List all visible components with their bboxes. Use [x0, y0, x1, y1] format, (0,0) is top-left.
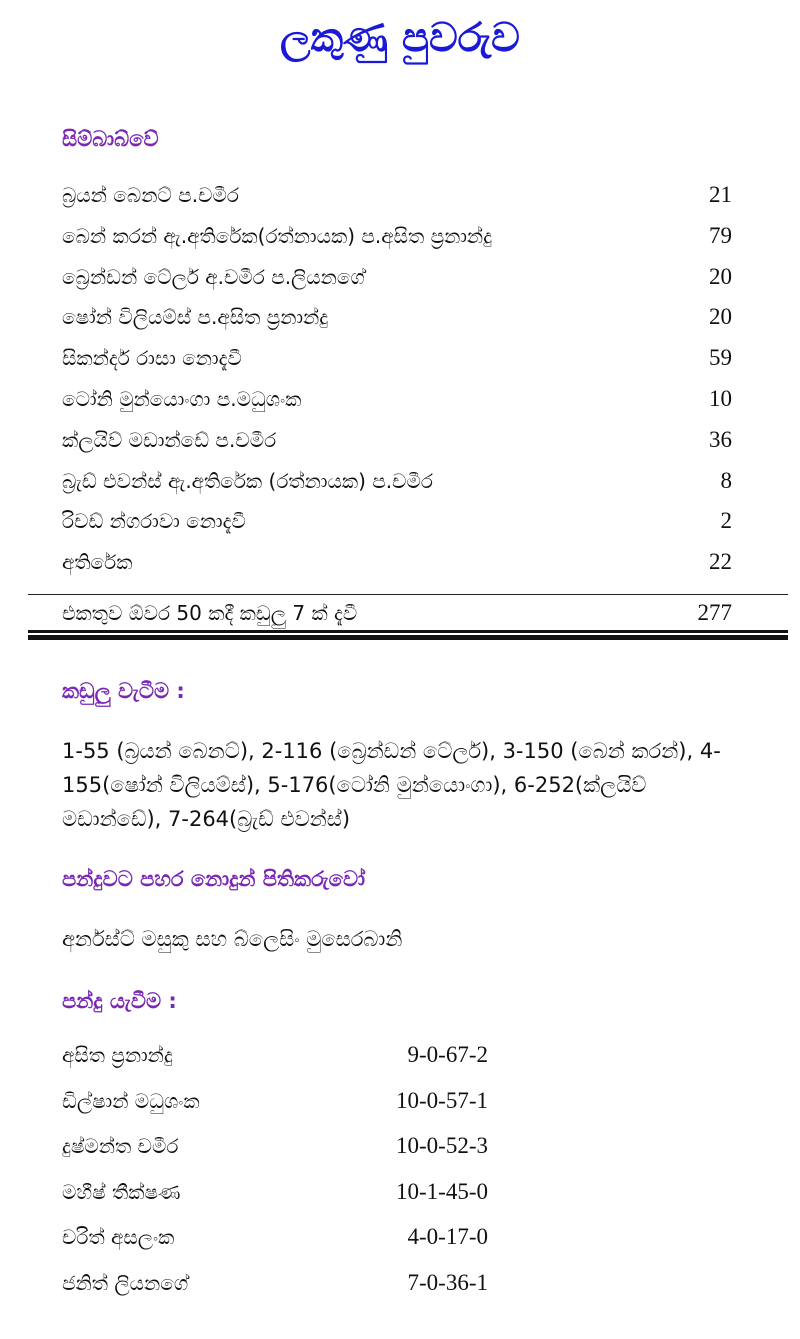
bowler-figures: 10-1-45-0 [396, 1178, 488, 1204]
did-not-bat-heading: පන්දුවට පහර නොදුන් පිතිකරුවෝ [62, 867, 365, 891]
batter-runs: 59 [709, 345, 732, 371]
bowler-figures: 4-0-17-0 [407, 1224, 488, 1250]
bowler-figures: 10-0-57-1 [396, 1087, 488, 1113]
bowling-table [62, 1034, 502, 1308]
batter-dismissal: ක්ලයිව් මඩාන්ඩේ ප.චමීර [62, 427, 277, 452]
batter-dismissal: ටෝනි මුන්යොංගා ප.මධුශංක [62, 386, 302, 411]
bowler-name: චරිත් අසලංක [62, 1225, 175, 1250]
batter-dismissal: බ්‍රැඩ් එවන්ස් ඇ.අතිරේක (රත්නායක) ප.චමීර [62, 468, 433, 493]
batter-runs: 36 [709, 426, 732, 452]
extras-row [62, 542, 738, 583]
batting-row [62, 257, 738, 298]
bowling-row [62, 1262, 502, 1308]
batter-dismissal: රිචඩ් න්ගරාවා නොදැවී [62, 509, 246, 534]
bowler-name: ඩිල්ෂාන් මධුශංක [62, 1088, 200, 1113]
extras-runs: 22 [709, 549, 732, 575]
batting-row [62, 379, 738, 420]
batter-runs: 10 [709, 385, 732, 411]
batting-team-heading: සිම්බාබ්වේ [62, 127, 159, 151]
total-double-rule [28, 630, 788, 635]
batting-row [62, 338, 738, 379]
fall-of-wickets-text: 1-55 (බ්‍රයන් බෙනට්), 2-116 (බ්‍රෙන්ඩන් ටේලර්), 3-150 (බෙන් කරන්), 4-155(ෂෝන් විලියම්ස්), 5-176(ටෝනි මුන්යොංගා), 6-252(ක්ලයිව් මඩාන්ඩේ), 7-264(බ්‍රැඩ් එවන්ස්) [62, 739, 721, 831]
batter-runs: 21 [709, 182, 732, 207]
page-title: ලකුණු පුවරුව [280, 15, 520, 61]
batter-dismissal: බෙන් කරන් ඇ.අතිරේක(රත්නායක) ප.අසිත ප්‍රනාන්දු [62, 223, 493, 248]
total-divider [28, 594, 788, 595]
batter-runs: 79 [709, 222, 732, 248]
bowler-name: අසිත ප්‍රනාන්දු [62, 1043, 173, 1067]
did-not-bat-text: අර්නස්ට් මසුකු සහ බ්ලෙසිං මුසෙරබානි [62, 927, 403, 951]
batter-dismissal: බ්‍රෙන්ඩන් ටේලර් අ.චමීර ප.ලියනගේ [62, 264, 365, 289]
bowler-name: මහීෂ් තීක්ෂණ [62, 1179, 181, 1204]
extras-label: අතිරේක [62, 550, 133, 575]
bowler-figures: 7-0-36-1 [407, 1269, 488, 1295]
batting-row [62, 297, 738, 338]
bowling-row [62, 1034, 502, 1080]
batter-dismissal: සිකන්දර් රාසා නොදැවී [62, 346, 242, 371]
bowler-figures: 10-0-52-3 [396, 1133, 488, 1159]
bowling-row [62, 1080, 502, 1126]
batting-row [62, 461, 738, 502]
bowler-name: දුෂ්මන්ත චමීර [62, 1134, 179, 1159]
batter-dismissal: ෂෝන් විලියම්ස් ප.අසිත ප්‍රනාන්දු [62, 305, 329, 330]
bowler-name: ජනිත් ලියනගේ [62, 1270, 189, 1295]
batting-table [62, 175, 738, 583]
batting-row [62, 175, 738, 216]
batter-runs: 20 [709, 263, 732, 289]
total-row [62, 596, 738, 630]
batting-row [62, 420, 738, 461]
bowling-row [62, 1125, 502, 1171]
bowling-row [62, 1171, 502, 1217]
fall-of-wickets-heading: කඩුලු වැටීම : [62, 679, 185, 703]
batting-row [62, 216, 738, 257]
bowling-heading: පන්දු යැවීම : [62, 989, 177, 1013]
batter-runs: 2 [720, 508, 732, 534]
bowler-figures: 9-0-67-2 [407, 1042, 488, 1067]
batter-runs: 8 [720, 467, 732, 493]
batter-runs: 20 [709, 304, 732, 330]
total-runs: 277 [697, 600, 732, 625]
bowling-row [62, 1216, 502, 1262]
batter-dismissal: බ්‍රයන් බෙනට් ප.චමීර [62, 183, 239, 207]
total-label: එකතුව ඕවර 50 කදී කඩුලු 7 ක් දැවී [62, 601, 358, 625]
batting-row [62, 501, 738, 542]
